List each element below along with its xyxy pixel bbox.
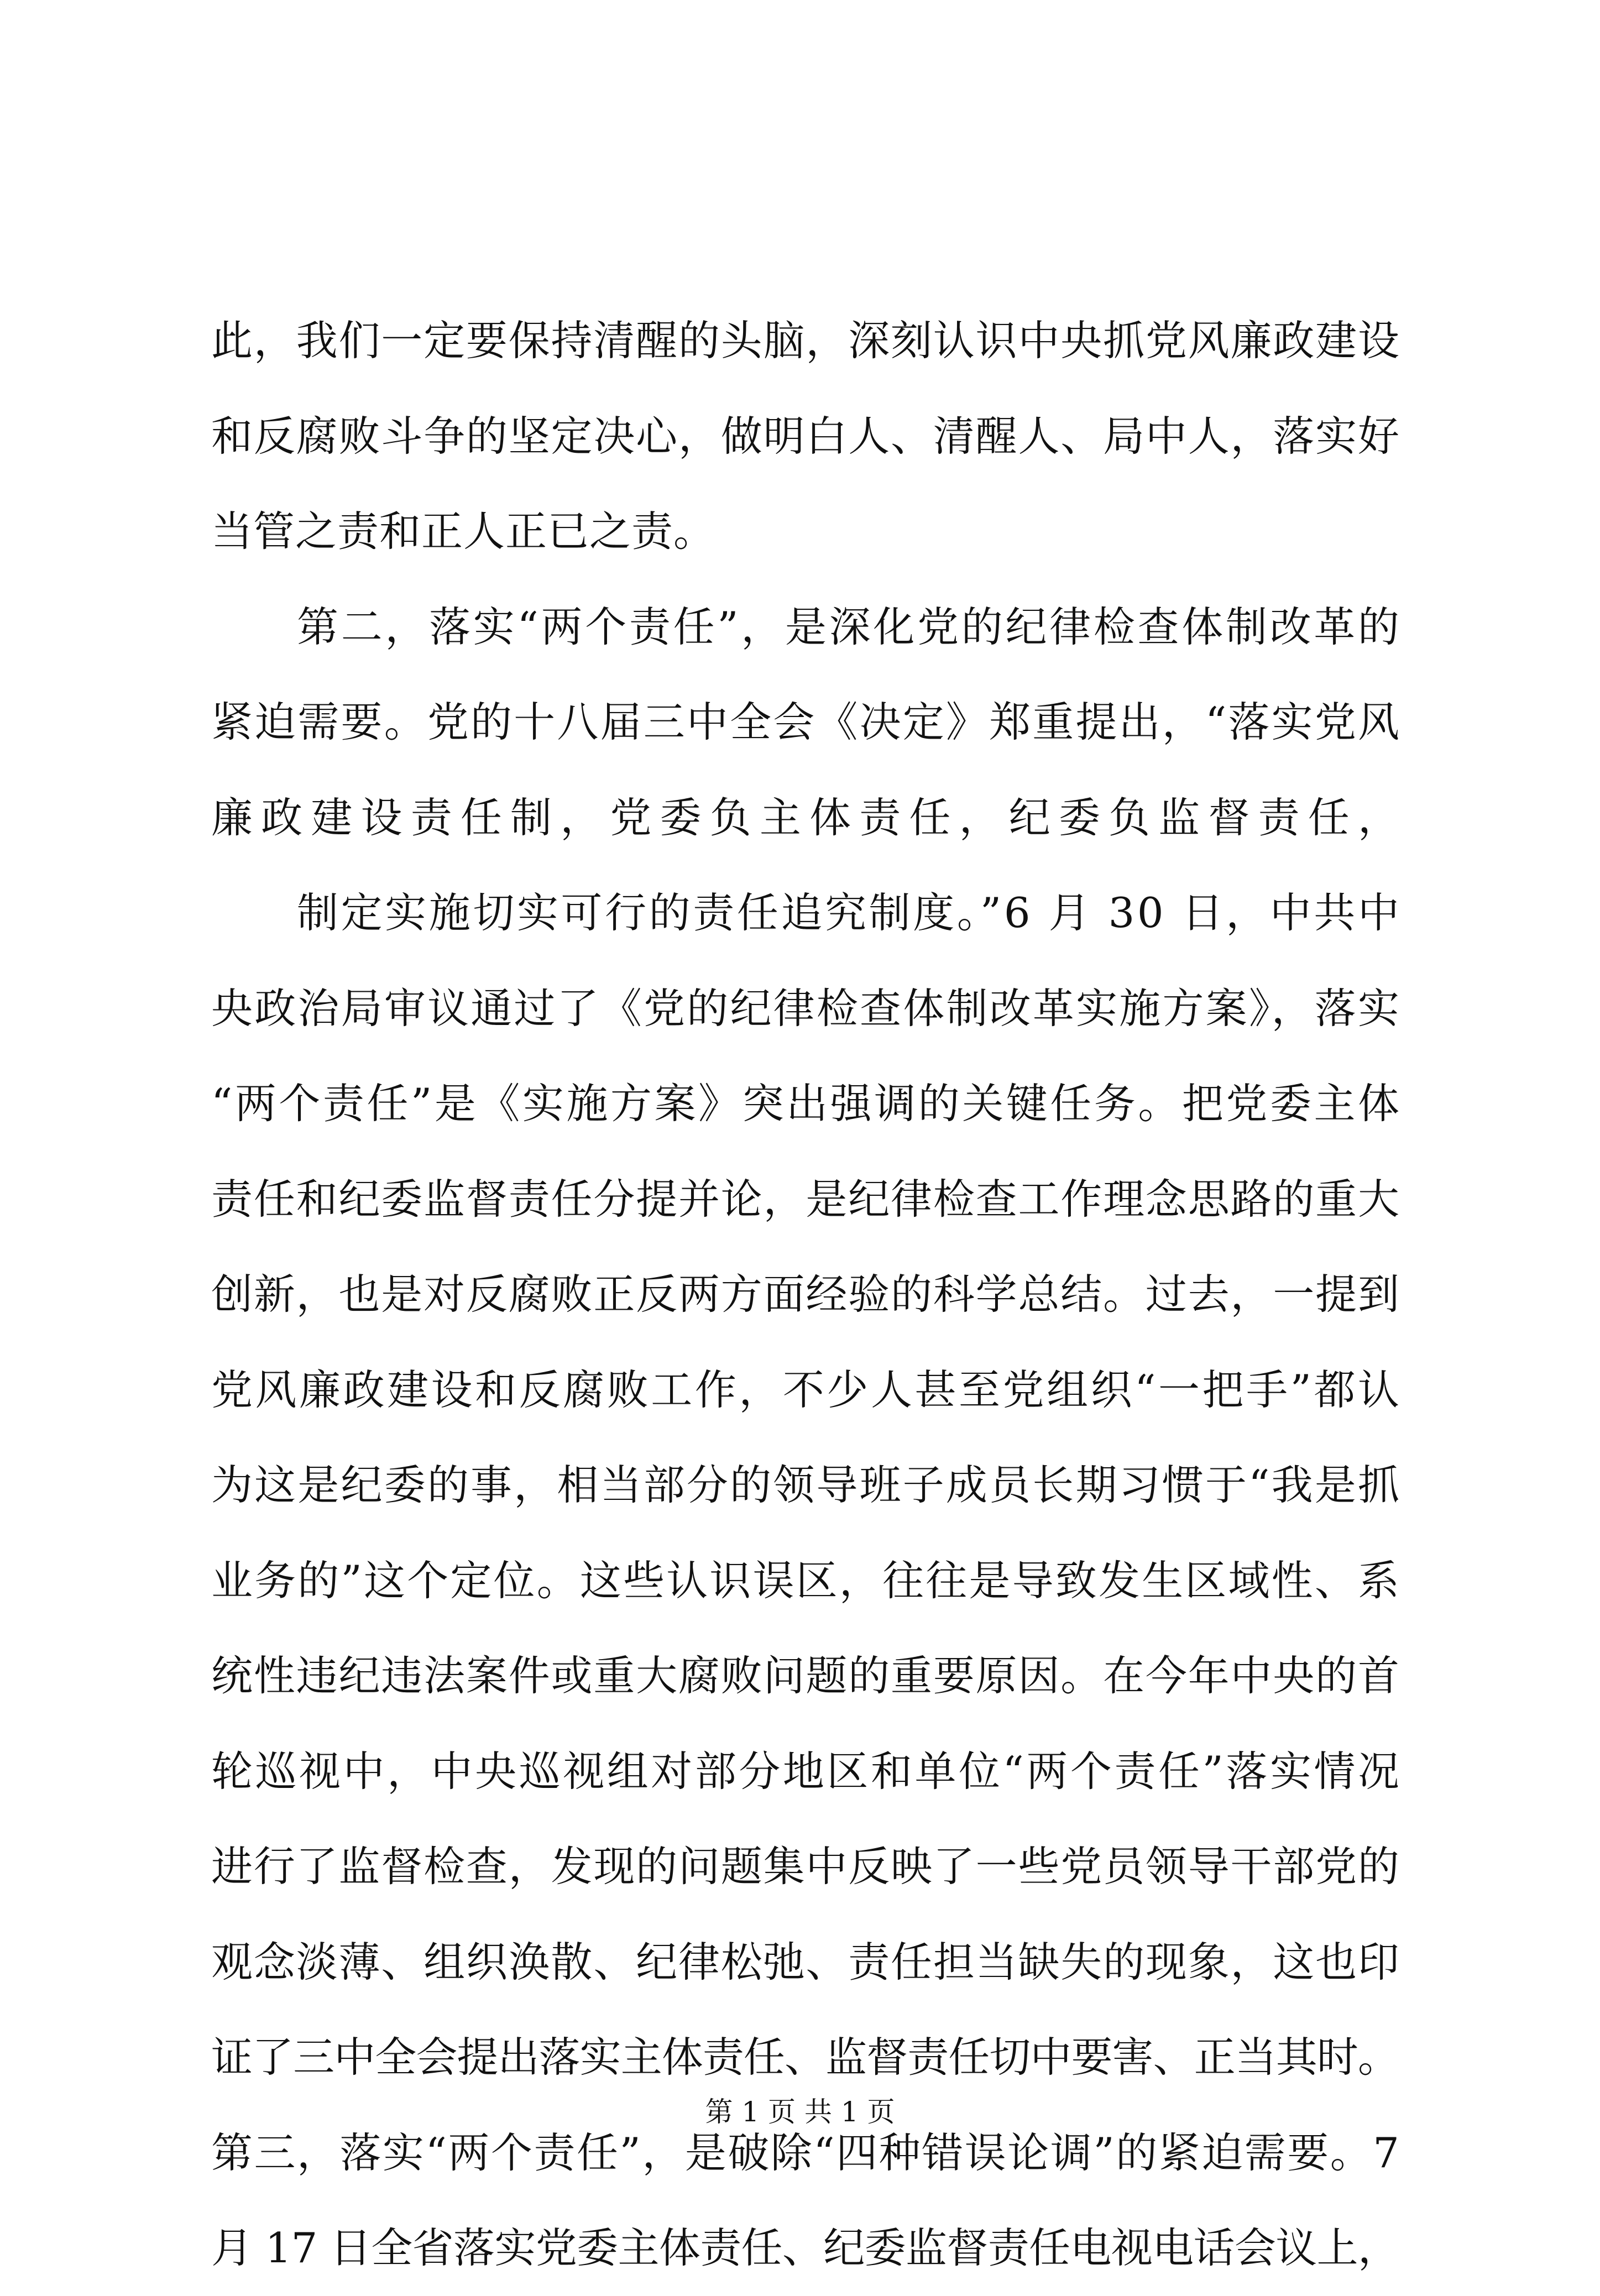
text-line: 统性违纪违法案件或重大腐败问题的重要原因。在今年中央的首 <box>211 1651 1400 1700</box>
text-line: 创新，也是对反腐败正反两方面经验的科学总结。过去，一提到 <box>211 1270 1400 1319</box>
text-line: 业务的”这个定位。这些认识误区，往往是导致发生区域性、系 <box>211 1556 1402 1605</box>
text-line: 央政治局审议通过了《党的纪律检查体制改革实施方案》，落实 <box>211 984 1402 1033</box>
text-line: 制定实施切实可行的责任追究制度。”6 月 30 日，中共中 <box>297 888 1402 937</box>
text-line: 当管之责和正人正已之责。 <box>211 507 716 556</box>
text-line: 为这是纪委的事，相当部分的领导班子成员长期习惯于“我是抓 <box>211 1461 1402 1509</box>
text-line: 廉政建设责任制，党委负主体责任，纪委负监督责任， <box>211 793 1408 842</box>
text-line: 紧迫需要。党的十八届三中全会《决定》郑重提出，“落实党风 <box>211 698 1402 746</box>
text-line: 进行了监督检查，发现的问题集中反映了一些党员领导干部党的 <box>211 1842 1400 1891</box>
text-line: “两个责任”是《实施方案》突出强调的关键任务。把党委主体 <box>211 1079 1402 1128</box>
text-line: 观念淡薄、组织涣散、纪律松弛、责任担当缺失的现象，这也印 <box>211 1937 1400 1986</box>
text-line: 月 17 日全省落实党委主体责任、纪委监督责任电视电话会议上， <box>211 2224 1399 2272</box>
text-line: 和反腐败斗争的坚定决心，做明白人、清醒人、局中人，落实好 <box>211 411 1400 461</box>
text-line: 第三，落实“两个责任”，是破除“四种错误论调”的紧迫需要。7 <box>211 2128 1401 2177</box>
document-body <box>211 293 1408 2296</box>
text-line: 责任和纪委监督责任分提并论，是纪律检查工作理念思路的重大 <box>211 1174 1400 1223</box>
text-line: 证了三中全会提出落实主体责任、监督责任切中要害、正当其时。 <box>211 2033 1399 2081</box>
text-line: 第二，落实“两个责任”，是深化党的纪律检查体制改革的 <box>297 602 1402 651</box>
text-line: 此，我们一定要保持清醒的头脑，深刻认识中央抓党风廉政建设 <box>211 316 1400 365</box>
text-line: 轮巡视中，中央巡视组对部分地区和单位“两个责任”落实情况 <box>211 1746 1402 1796</box>
text-line: 党风廉政建设和反腐败工作，不少人甚至党组织“一把手”都认 <box>211 1365 1402 1414</box>
page-footer: 第 1 页 共 1 页 <box>705 2096 895 2128</box>
